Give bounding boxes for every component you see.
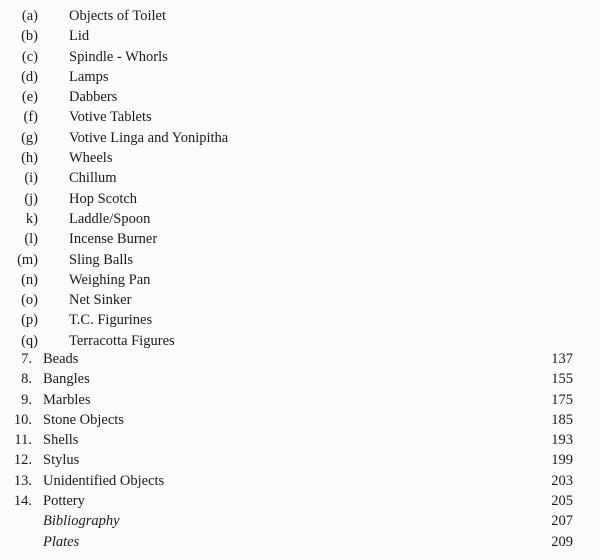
subsection-title: Laddle/Spoon [69, 210, 151, 227]
subsection-title: Net Sinker [69, 292, 132, 309]
subsection-item [0, 128, 600, 148]
subsection-list [0, 6, 600, 351]
bibliography-title: Bibliography [43, 513, 120, 530]
subsection-marker: (h) [21, 150, 38, 167]
chapter-title: Shells [43, 432, 79, 449]
subsection-title: Wheels [69, 150, 113, 167]
subsection-marker: (a) [21, 8, 38, 24]
page-number: 175 [551, 391, 573, 408]
chapter-entry [0, 390, 600, 410]
subsection-title: Chillum [69, 170, 117, 187]
subsection-marker: (m) [17, 251, 38, 268]
chapter-number: 11. [14, 432, 32, 449]
subsection-item [0, 310, 600, 330]
subsection-marker: (l) [24, 231, 38, 248]
subsection-item [0, 26, 600, 46]
subsection-title: Spindle - Whorls [69, 48, 168, 65]
chapter-number: 8. [21, 371, 32, 388]
chapter-entry [0, 430, 600, 450]
subsection-item [0, 87, 600, 107]
page-number: 207 [551, 513, 573, 530]
plates-title: Plates [43, 533, 80, 550]
subsection-title: Incense Burner [69, 231, 158, 248]
chapter-entry [0, 491, 600, 511]
chapter-number: 7. [21, 351, 32, 367]
chapter-entry [0, 349, 600, 369]
subsection-marker: (b) [21, 28, 38, 45]
chapter-entry [0, 450, 600, 470]
subsection-item [0, 229, 600, 249]
subsection-title: Weighing Pan [69, 271, 151, 288]
subsection-item [0, 6, 600, 26]
subsection-marker: (e) [21, 89, 38, 106]
subsection-item [0, 209, 600, 229]
subsection-title: Votive Tablets [69, 109, 152, 126]
chapter-entry [0, 369, 600, 389]
subsection-marker: (o) [21, 292, 38, 309]
chapter-number: 10. [13, 411, 32, 428]
subsection-title: Objects of Toilet [69, 8, 166, 24]
chapter-title: Marbles [43, 391, 91, 408]
plates-entry [0, 532, 600, 552]
subsection-item [0, 270, 600, 290]
chapter-number: 14. [13, 493, 32, 510]
chapter-list [0, 349, 600, 552]
subsection-marker: (f) [23, 109, 38, 126]
page-number: 199 [551, 452, 573, 469]
page-number: 193 [551, 432, 573, 449]
page-number: 203 [551, 472, 573, 489]
subsection-marker: (j) [24, 190, 38, 207]
subsection-item [0, 148, 600, 168]
page-number: 155 [551, 371, 573, 388]
subsection-marker: k) [25, 210, 38, 227]
chapter-entry [0, 471, 600, 491]
subsection-item [0, 67, 600, 87]
subsection-title: Hop Scotch [69, 190, 138, 207]
chapter-title: Unidentified Objects [43, 472, 165, 489]
subsection-title: Terracotta Figures [69, 332, 175, 349]
subsection-item [0, 47, 600, 67]
subsection-item [0, 331, 600, 351]
subsection-item [0, 168, 600, 188]
subsection-marker: (g) [21, 129, 38, 146]
subsection-marker: (n) [21, 271, 38, 288]
bibliography-entry [0, 511, 600, 531]
chapter-entry [0, 410, 600, 430]
subsection-marker: (i) [24, 170, 38, 187]
subsection-marker: (p) [21, 312, 38, 329]
page-number: 205 [551, 493, 573, 510]
page-number: 185 [551, 411, 573, 428]
chapter-title: Stone Objects [43, 411, 124, 428]
chapter-title: Pottery [43, 493, 85, 510]
subsection-title: Dabbers [69, 89, 118, 106]
subsection-title: T.C. Figurines [69, 312, 153, 329]
chapter-number: 9. [21, 391, 32, 408]
chapter-number: 13. [13, 472, 32, 489]
subsection-item [0, 189, 600, 209]
subsection-title: Lid [69, 28, 90, 45]
chapter-title: Beads [43, 351, 79, 367]
subsection-marker: (q) [21, 332, 38, 349]
subsection-title: Votive Linga and Yonipitha [69, 129, 229, 146]
subsection-title: Sling Balls [69, 251, 134, 268]
subsection-item [0, 290, 600, 310]
chapter-number: 12. [13, 452, 32, 469]
chapter-title: Bangles [43, 371, 90, 388]
chapter-title: Stylus [43, 452, 80, 469]
page-number: 137 [551, 351, 573, 367]
subsection-marker: (c) [21, 48, 38, 65]
subsection-item [0, 250, 600, 270]
subsection-marker: (d) [21, 68, 38, 85]
page-number: 209 [551, 533, 573, 550]
subsection-title: Lamps [69, 68, 109, 85]
subsection-item [0, 107, 600, 127]
